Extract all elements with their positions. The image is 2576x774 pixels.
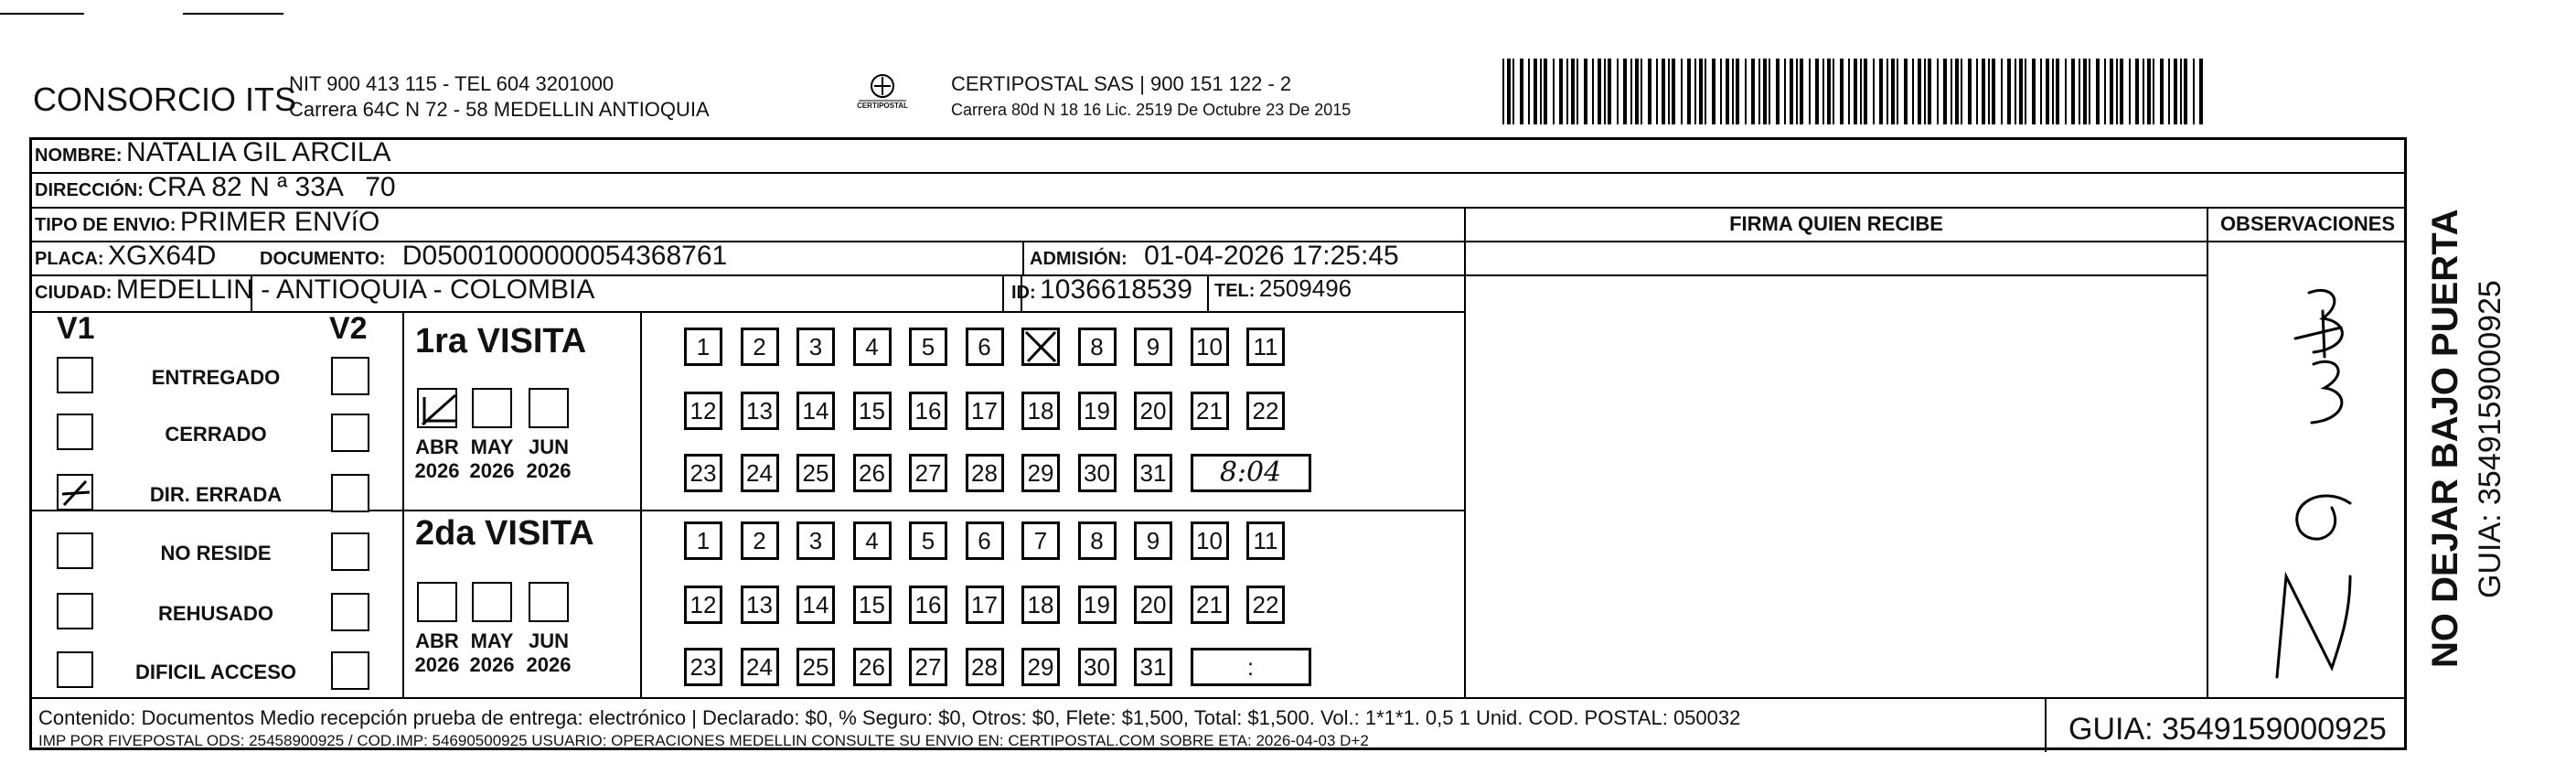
day-box[interactable]: 9 — [1134, 521, 1172, 560]
v2-checkbox[interactable] — [331, 357, 369, 395]
barcode-bar — [2168, 59, 2170, 124]
day-box[interactable]: 18 — [1021, 586, 1060, 624]
month-label: JUN — [528, 629, 569, 652]
barcode-bar — [2116, 59, 2118, 124]
month-checkbox[interactable] — [417, 388, 457, 428]
v1-checkbox[interactable] — [57, 651, 93, 688]
firma-header: FIRMA QUIEN RECIBE — [1729, 212, 1943, 235]
footer-guia: GUIA: 3549159000925 — [2068, 712, 2387, 747]
year-label: 2026 — [414, 459, 460, 482]
barcode-bar — [1887, 59, 1888, 124]
day-box[interactable]: 24 — [741, 454, 779, 492]
barcode-bar — [1699, 59, 1703, 124]
barcode-bar — [1672, 59, 1675, 124]
tel-row — [1214, 274, 1352, 303]
day-box[interactable]: 15 — [853, 392, 892, 430]
month-label: MAY — [470, 629, 514, 652]
admision-label: ADMISIÓN: — [1030, 249, 1128, 269]
v1-checkbox[interactable] — [57, 357, 93, 393]
barcode-bar — [1848, 59, 1850, 124]
barcode-bar — [2147, 59, 2151, 124]
barcode-bar — [1732, 59, 1734, 124]
barcode-bar — [1520, 59, 1523, 124]
barcode-bar — [1873, 59, 1875, 124]
documento-value: D05001000000054368761 — [401, 241, 728, 271]
time-box[interactable]: 8:04 — [1191, 454, 1311, 492]
barcode-bar — [1648, 59, 1651, 124]
rule — [2045, 697, 2047, 752]
status-label: DIR. ERRADA — [149, 483, 283, 506]
barcode-bar — [2007, 59, 2011, 124]
barcode-bar — [1897, 59, 1898, 124]
barcode-bar — [2046, 59, 2049, 124]
footer-print-info: IMP POR FIVEPOSTAL ODS: 25458900925 / COD.IMP: 54690500925 USUARIO: OPERACIONES MEDELLIN CONSULTE SU ENVIO EN: CERTIPOSTAL.COM SOBRE ETA: 2026-04-03 D+2 — [38, 732, 1369, 749]
rule — [29, 697, 2407, 699]
rule — [2207, 207, 2208, 697]
barcode-bar — [2065, 59, 2067, 124]
day-box[interactable]: 16 — [909, 586, 947, 624]
day-box[interactable]: 29 — [1021, 454, 1060, 492]
rule — [402, 311, 404, 697]
second-visit-title: 2da VISITA — [415, 514, 594, 553]
barcode-bar — [2110, 59, 2113, 124]
day-box[interactable]: 17 — [966, 392, 1004, 430]
year-label: 2026 — [414, 653, 460, 676]
day-box[interactable]: 27 — [909, 454, 947, 492]
barcode-bar — [2143, 59, 2144, 124]
day-box[interactable]: 13 — [741, 392, 779, 430]
day-box[interactable] — [1021, 328, 1060, 366]
barcode-bar — [1712, 59, 1716, 124]
day-box[interactable]: 5 — [909, 328, 947, 366]
day-box[interactable]: 1 — [684, 328, 722, 366]
day-box[interactable]: 8 — [1078, 328, 1117, 366]
barcode-bar — [2184, 59, 2187, 124]
day-box[interactable]: 4 — [853, 521, 892, 560]
v1-label: V1 — [57, 311, 95, 346]
barcode-bar — [1553, 59, 1555, 124]
company-name: CONSORCIO ITS — [33, 81, 297, 118]
barcode-bar — [1720, 59, 1722, 124]
day-box[interactable]: 3 — [796, 521, 835, 560]
day-box[interactable]: 1 — [684, 521, 722, 560]
month-checkbox[interactable] — [472, 582, 512, 622]
first-visit-title: 1ra VISITA — [415, 322, 587, 360]
admision-value: 01-04-2026 17:25:45 — [1144, 241, 1399, 271]
barcode-bar — [1988, 59, 1990, 124]
logo-caption: CERTIPOSTAL — [857, 102, 908, 110]
barcode-bar — [1961, 59, 1962, 124]
year-label: 2026 — [526, 653, 572, 676]
day-box[interactable]: 17 — [966, 586, 1004, 624]
barcode-bar — [2135, 59, 2139, 124]
ciudad-label: CIUDAD: — [35, 283, 112, 303]
day-box[interactable]: 10 — [1191, 521, 1229, 560]
barcode-bar — [1502, 59, 1504, 124]
month-caption — [410, 435, 465, 483]
month-caption — [465, 629, 519, 677]
day-box[interactable]: 31 — [1134, 454, 1172, 492]
barcode-bar — [2040, 59, 2042, 124]
barcode-bar — [1559, 59, 1563, 124]
barcode — [1502, 59, 2210, 124]
company-address: Carrera 64C N 72 - 58 MEDELLIN ANTIOQUIA — [289, 98, 710, 121]
v2-checkbox[interactable] — [331, 414, 369, 452]
barcode-bar — [1694, 59, 1696, 124]
barcode-bar — [2083, 59, 2087, 124]
tipo-value: PRIMER ENVíO — [179, 207, 380, 237]
barcode-bar — [1534, 59, 1537, 124]
day-box[interactable]: 14 — [796, 586, 835, 624]
day-box[interactable]: 18 — [1021, 392, 1060, 430]
month-label: ABR — [415, 435, 459, 458]
month-checkbox[interactable] — [529, 388, 569, 428]
status-label: CERRADO — [165, 423, 267, 446]
id-value: 1036618539 — [1040, 274, 1192, 305]
day-box[interactable]: 11 — [1246, 328, 1285, 366]
barcode-bar — [1512, 59, 1514, 124]
barcode-bar — [2096, 59, 2100, 124]
nombre-value: NATALIA GIL ARCILA — [126, 137, 391, 167]
carrier-address: Carrera 80d N 18 16 Lic. 2519 De Octubre 23 De 2015 — [951, 101, 1352, 119]
day-box[interactable]: 22 — [1246, 392, 1285, 430]
certipostal-logo-icon — [855, 70, 910, 115]
barcode-bar — [1904, 59, 1908, 124]
barcode-bar — [1571, 59, 1575, 124]
barcode-bar — [1854, 59, 1857, 124]
year-label: 2026 — [469, 459, 515, 482]
barcode-bar — [2160, 59, 2164, 124]
placa-value: XGX64D — [108, 241, 217, 271]
day-box[interactable]: 19 — [1078, 392, 1117, 430]
day-box[interactable]: 9 — [1134, 328, 1172, 366]
day-box[interactable]: 8 — [1078, 521, 1117, 560]
barcode-bar — [1668, 59, 1670, 124]
day-box[interactable]: 15 — [853, 586, 892, 624]
day-box[interactable]: 20 — [1134, 392, 1172, 430]
rule — [402, 510, 640, 511]
barcode-bar — [1968, 59, 1972, 124]
barcode-bar — [1833, 59, 1834, 124]
day-box[interactable]: 7 — [1021, 521, 1060, 560]
rule — [640, 311, 642, 697]
day-box[interactable]: 27 — [909, 648, 947, 686]
barcode-bar — [1992, 59, 1995, 124]
rule — [29, 510, 1466, 511]
tipo-row — [35, 207, 379, 238]
barcode-bar — [1809, 59, 1811, 124]
day-box[interactable]: 29 — [1021, 648, 1060, 686]
year-label: 2026 — [469, 653, 515, 676]
barcode-bar — [1928, 59, 1931, 124]
day-box[interactable]: 14 — [796, 392, 835, 430]
barcode-bar — [1840, 59, 1844, 124]
barcode-bar — [2104, 59, 2106, 124]
status-label: REHUSADO — [158, 602, 273, 625]
day-box[interactable]: 30 — [1078, 454, 1117, 492]
direccion-label: DIRECCIÓN: — [35, 180, 144, 200]
barcode-bar — [1879, 59, 1883, 124]
placa-label: PLACA: — [35, 249, 104, 269]
day-box[interactable]: 22 — [1246, 586, 1285, 624]
month-label: MAY — [470, 435, 514, 458]
documento-label: DOCUMENTO: — [260, 249, 386, 269]
no-dejar-warning: NO DEJAR BAJO PUERTA — [2425, 209, 2465, 668]
barcode-bar — [1604, 59, 1606, 124]
barcode-bar — [1751, 59, 1755, 124]
observaciones-header: OBSERVACIONES — [2219, 212, 2396, 235]
month-checkbox[interactable] — [472, 388, 512, 428]
barcode-bar — [1584, 59, 1587, 124]
day-box[interactable]: 26 — [853, 648, 892, 686]
ciudad-row — [35, 274, 594, 306]
day-box[interactable]: 31 — [1134, 648, 1172, 686]
month-label: ABR — [415, 629, 459, 652]
admision-row — [1030, 241, 1399, 272]
barcode-bar — [1860, 59, 1862, 124]
barcode-bar — [2193, 59, 2195, 124]
month-caption — [521, 435, 576, 483]
day-box[interactable]: 2 — [741, 328, 779, 366]
barcode-bar — [1955, 59, 1959, 124]
company-info — [289, 71, 710, 123]
direccion-row — [35, 172, 396, 203]
barcode-bar — [1623, 59, 1627, 124]
day-box[interactable]: 6 — [966, 521, 1004, 560]
day-box[interactable]: 2 — [741, 521, 779, 560]
day-box[interactable]: 21 — [1191, 392, 1229, 430]
barcode-bar — [1912, 59, 1914, 124]
rule — [29, 311, 1466, 313]
barcode-bar — [1790, 59, 1793, 124]
barcode-bar — [1656, 59, 1658, 124]
rule — [1022, 241, 1024, 274]
side-guia: GUIA: 3549159000925 — [2473, 280, 2507, 598]
day-box[interactable]: 5 — [909, 521, 947, 560]
nombre-label: NOMBRE: — [35, 145, 123, 166]
v2-checkbox[interactable] — [331, 593, 369, 631]
status-label: DIFICIL ACCESO — [134, 661, 296, 683]
barcode-bar — [2199, 59, 2203, 124]
month-label: JUN — [528, 435, 569, 458]
barcode-bar — [2025, 59, 2026, 124]
year-label: 2026 — [526, 459, 572, 482]
month-caption — [410, 629, 465, 677]
rule — [1002, 274, 1004, 311]
day-box[interactable]: 20 — [1134, 586, 1172, 624]
status-label: NO RESIDE — [160, 542, 272, 564]
day-box[interactable]: 19 — [1078, 586, 1117, 624]
v2-checkbox[interactable] — [331, 532, 369, 571]
barcode-bar — [1776, 59, 1780, 124]
v1-checkbox[interactable] — [57, 593, 93, 629]
day-box[interactable]: 11 — [1246, 521, 1285, 560]
tel-label: TEL: — [1214, 281, 1256, 301]
barcode-bar — [1566, 59, 1568, 124]
tel-value: 2509496 — [1258, 274, 1352, 302]
barcode-bar — [1705, 59, 1706, 124]
barcode-bar — [1736, 59, 1739, 124]
day-box[interactable]: 3 — [796, 328, 835, 366]
rule — [1207, 274, 1209, 311]
carrier-info — [951, 71, 1351, 123]
barcode-bar — [1976, 59, 1978, 124]
day-box[interactable]: 24 — [741, 648, 779, 686]
barcode-bar — [2180, 59, 2182, 124]
footer-contents: Contenido: Documentos Medio recepción prueba de entrega: electrónico | Declarado: $0, % Seguro: $0, Otros: $0, Flete: $1,500, Total: $1,500. Vol.: 1*1*1. 0,5 1 Unid. COD. POSTAL: 050032 — [38, 706, 1741, 729]
barcode-bar — [2153, 59, 2154, 124]
barcode-bar — [1796, 59, 1798, 124]
placa-row — [35, 241, 216, 272]
barcode-bar — [1662, 59, 1665, 124]
month-checkbox[interactable] — [529, 582, 569, 622]
direccion-value: CRA 82 N ª 33A 70 — [147, 172, 396, 202]
barcode-bar — [1687, 59, 1691, 124]
barcode-bar — [1769, 59, 1770, 124]
day-box[interactable]: 28 — [966, 454, 1004, 492]
v1-checkbox[interactable] — [57, 474, 93, 511]
barcode-bar — [1630, 59, 1632, 124]
day-box[interactable]: 12 — [684, 586, 722, 624]
barcode-bar — [1608, 59, 1611, 124]
day-box[interactable]: 13 — [741, 586, 779, 624]
barcode-bar — [1943, 59, 1947, 124]
rule — [29, 207, 2407, 209]
day-box[interactable]: 25 — [796, 648, 835, 686]
barcode-bar — [2052, 59, 2054, 124]
day-box[interactable]: 28 — [966, 648, 1004, 686]
month-checkbox[interactable] — [417, 582, 457, 622]
barcode-bar — [1577, 59, 1578, 124]
barcode-bar — [1635, 59, 1639, 124]
day-box[interactable]: 21 — [1191, 586, 1229, 624]
barcode-bar — [1681, 59, 1683, 124]
day-box[interactable]: 16 — [909, 392, 947, 430]
day-box[interactable]: 4 — [853, 328, 892, 366]
v2-checkbox[interactable] — [331, 474, 369, 512]
barcode-bar — [2019, 59, 2023, 124]
barcode-bar — [2120, 59, 2123, 124]
v1-checkbox[interactable] — [57, 532, 93, 569]
barcode-bar — [1937, 59, 1939, 124]
barcode-bar — [1891, 59, 1895, 124]
barcode-bar — [1822, 59, 1824, 124]
day-box[interactable]: 26 — [853, 454, 892, 492]
tipo-label: TIPO DE ENVIO: — [35, 215, 176, 235]
nombre-row — [35, 137, 391, 168]
barcode-bar — [2001, 59, 2003, 124]
barcode-bar — [1726, 59, 1729, 124]
barcode-bar — [1800, 59, 1803, 124]
barcode-bar — [1528, 59, 1530, 124]
barcode-bar — [1598, 59, 1601, 124]
status-label: ENTREGADO — [151, 366, 281, 389]
id-row — [1011, 274, 1192, 306]
day-box[interactable]: 23 — [684, 454, 722, 492]
rule — [1466, 274, 2207, 276]
day-box[interactable]: 6 — [966, 328, 1004, 366]
time-box[interactable]: : — [1191, 648, 1311, 686]
barcode-bar — [1784, 59, 1786, 124]
company-nit: NIT 900 413 115 - TEL 604 3201000 — [289, 72, 615, 95]
barcode-bar — [1763, 59, 1767, 124]
id-label: ID: — [1011, 283, 1036, 303]
carrier-name: CERTIPOSTAL SAS | 900 151 122 - 2 — [951, 72, 1292, 95]
barcode-bar — [1815, 59, 1819, 124]
barcode-bar — [1592, 59, 1594, 124]
v2-checkbox[interactable] — [331, 651, 369, 690]
barcode-bar — [2174, 59, 2177, 124]
barcode-bar — [1758, 59, 1760, 124]
barcode-bar — [2056, 59, 2059, 124]
month-caption — [521, 629, 576, 677]
handwritten-observation — [2222, 274, 2396, 686]
cut-line-mid — [183, 13, 283, 15]
day-box[interactable]: 23 — [684, 648, 722, 686]
barcode-bar — [1641, 59, 1642, 124]
cut-line-left — [0, 13, 84, 15]
barcode-bar — [1540, 59, 1542, 124]
barcode-bar — [2071, 59, 2075, 124]
barcode-bar — [1617, 59, 1619, 124]
barcode-bar — [1924, 59, 1926, 124]
v1-checkbox[interactable] — [57, 414, 93, 450]
documento-row — [260, 241, 727, 272]
barcode-bar — [1982, 59, 1985, 124]
month-caption — [465, 435, 519, 483]
barcode-bar — [1507, 59, 1511, 124]
barcode-bar — [2015, 59, 2016, 124]
ciudad-value: MEDELLIN - ANTIOQUIA - COLOMBIA — [115, 274, 595, 305]
barcode-bar — [1827, 59, 1831, 124]
v2-label: V2 — [329, 311, 368, 346]
day-box[interactable]: 30 — [1078, 648, 1117, 686]
barcode-bar — [1864, 59, 1867, 124]
barcode-bar — [2129, 59, 2131, 124]
barcode-bar — [2032, 59, 2036, 124]
barcode-bar — [1745, 59, 1747, 124]
barcode-bar — [2079, 59, 2080, 124]
barcode-bar — [1918, 59, 1921, 124]
rule — [1464, 207, 1466, 697]
day-box[interactable]: 25 — [796, 454, 835, 492]
barcode-bar — [2089, 59, 2090, 124]
day-box[interactable]: 10 — [1191, 328, 1229, 366]
barcode-bar — [1544, 59, 1547, 124]
day-box[interactable]: 12 — [684, 392, 722, 430]
barcode-bar — [1951, 59, 1952, 124]
